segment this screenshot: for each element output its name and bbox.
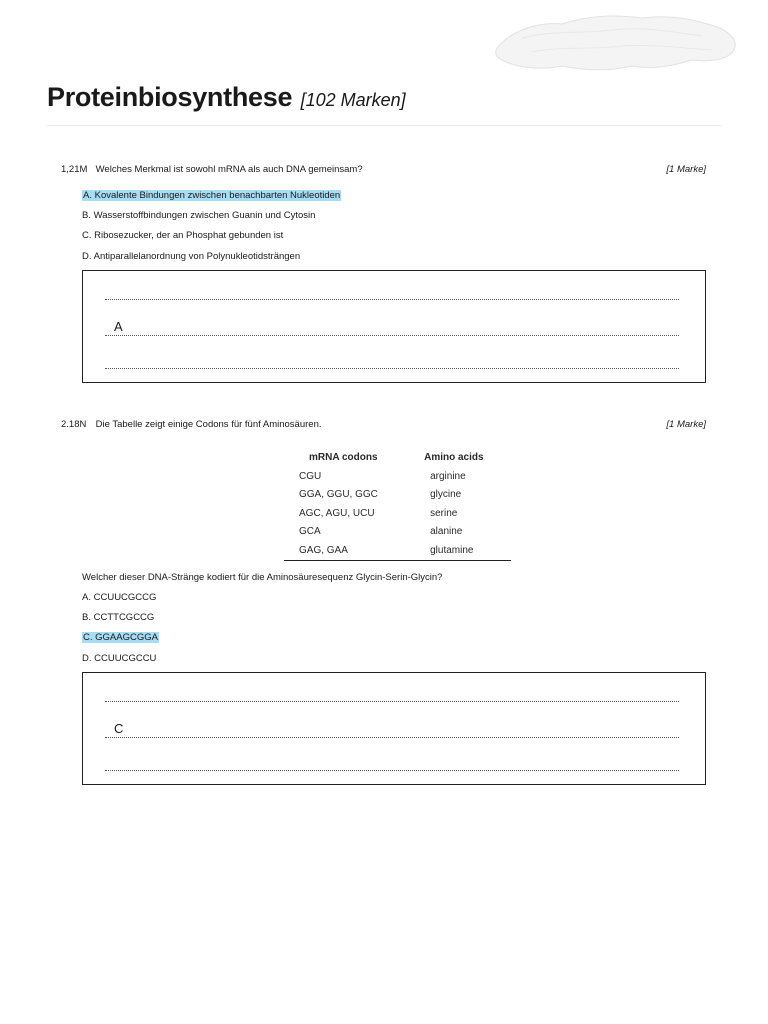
table-row [284, 467, 511, 486]
column-header-amino-acids: Amino acids [424, 451, 484, 463]
amino-acid-cell: alanine [430, 526, 463, 538]
table-header-row [284, 448, 511, 467]
option-b[interactable] [82, 210, 315, 221]
answer-line [105, 335, 679, 336]
total-marks: [102 Marken] [300, 90, 406, 110]
amino-acid-cell: arginine [430, 470, 466, 482]
table-row [284, 541, 511, 560]
answer-box[interactable] [82, 270, 706, 383]
codon-cell: GCA [299, 526, 321, 538]
question-prompt: Welcher dieser DNA-Stränge kodiert für die Aminosäuresequenz Glycin-Serin-Glycin? [82, 572, 443, 583]
table-row [284, 486, 511, 505]
answer-line [105, 299, 679, 300]
option-d[interactable] [82, 251, 300, 262]
page-header [47, 82, 721, 126]
option-label: C. Ribosezucker, der an Phosphat gebunden ist [82, 230, 284, 241]
question-number: 1,21M [61, 164, 88, 175]
codon-cell: GGA, GGU, GGC [299, 489, 378, 501]
answer-text: A [114, 319, 123, 334]
question-2 [61, 419, 706, 430]
option-label: B. Wasserstoffbindungen zwischen Guanin und Cytosin [82, 210, 316, 221]
table-row [284, 504, 511, 523]
option-label: A. Kovalente Bindungen zwischen benachbarten Nukleotiden [83, 190, 341, 201]
option-c[interactable] [82, 230, 283, 241]
option-a[interactable] [82, 190, 341, 201]
option-b[interactable] [82, 612, 154, 623]
answer-line [105, 368, 679, 369]
option-d[interactable] [82, 653, 156, 664]
option-label: D. CCUUCGCCU [82, 653, 157, 664]
answer-box[interactable] [82, 672, 706, 785]
redaction-scribble [492, 8, 742, 80]
codon-cell: GAG, GAA [299, 544, 348, 556]
codon-table [284, 448, 511, 561]
amino-acid-cell: glycine [430, 489, 462, 501]
amino-acid-cell: glutamine [430, 544, 474, 556]
option-label: A. CCUUCGCCG [82, 592, 157, 603]
answer-line [105, 770, 679, 771]
column-header-codons: mRNA codons [309, 451, 378, 463]
question-1 [61, 164, 706, 175]
option-a[interactable] [82, 592, 156, 603]
option-label: B. CCTTCGCCG [82, 612, 155, 623]
codon-cell: AGC, AGU, UCU [299, 507, 375, 519]
question-text: Welches Merkmal ist sowohl mRNA als auch DNA gemeinsam? [95, 164, 363, 175]
option-label: C. GGAAGCGGA [83, 632, 158, 643]
question-marks: [1 Marke] [666, 164, 706, 175]
question-text: Die Tabelle zeigt einige Codons für fünf Aminosäuren. [95, 419, 322, 430]
question-number: 2.18N [61, 419, 87, 430]
answer-line [105, 737, 679, 738]
answer-line [105, 701, 679, 702]
answer-text: C [114, 721, 124, 736]
option-c[interactable] [82, 632, 159, 643]
table-row [284, 523, 511, 542]
amino-acid-cell: serine [430, 507, 458, 519]
question-marks: [1 Marke] [666, 419, 706, 430]
codon-cell: CGU [299, 470, 322, 482]
option-label: D. Antiparallelanordnung von Polynukleotidsträngen [82, 251, 301, 262]
page-title: Proteinbiosynthese [47, 82, 293, 112]
